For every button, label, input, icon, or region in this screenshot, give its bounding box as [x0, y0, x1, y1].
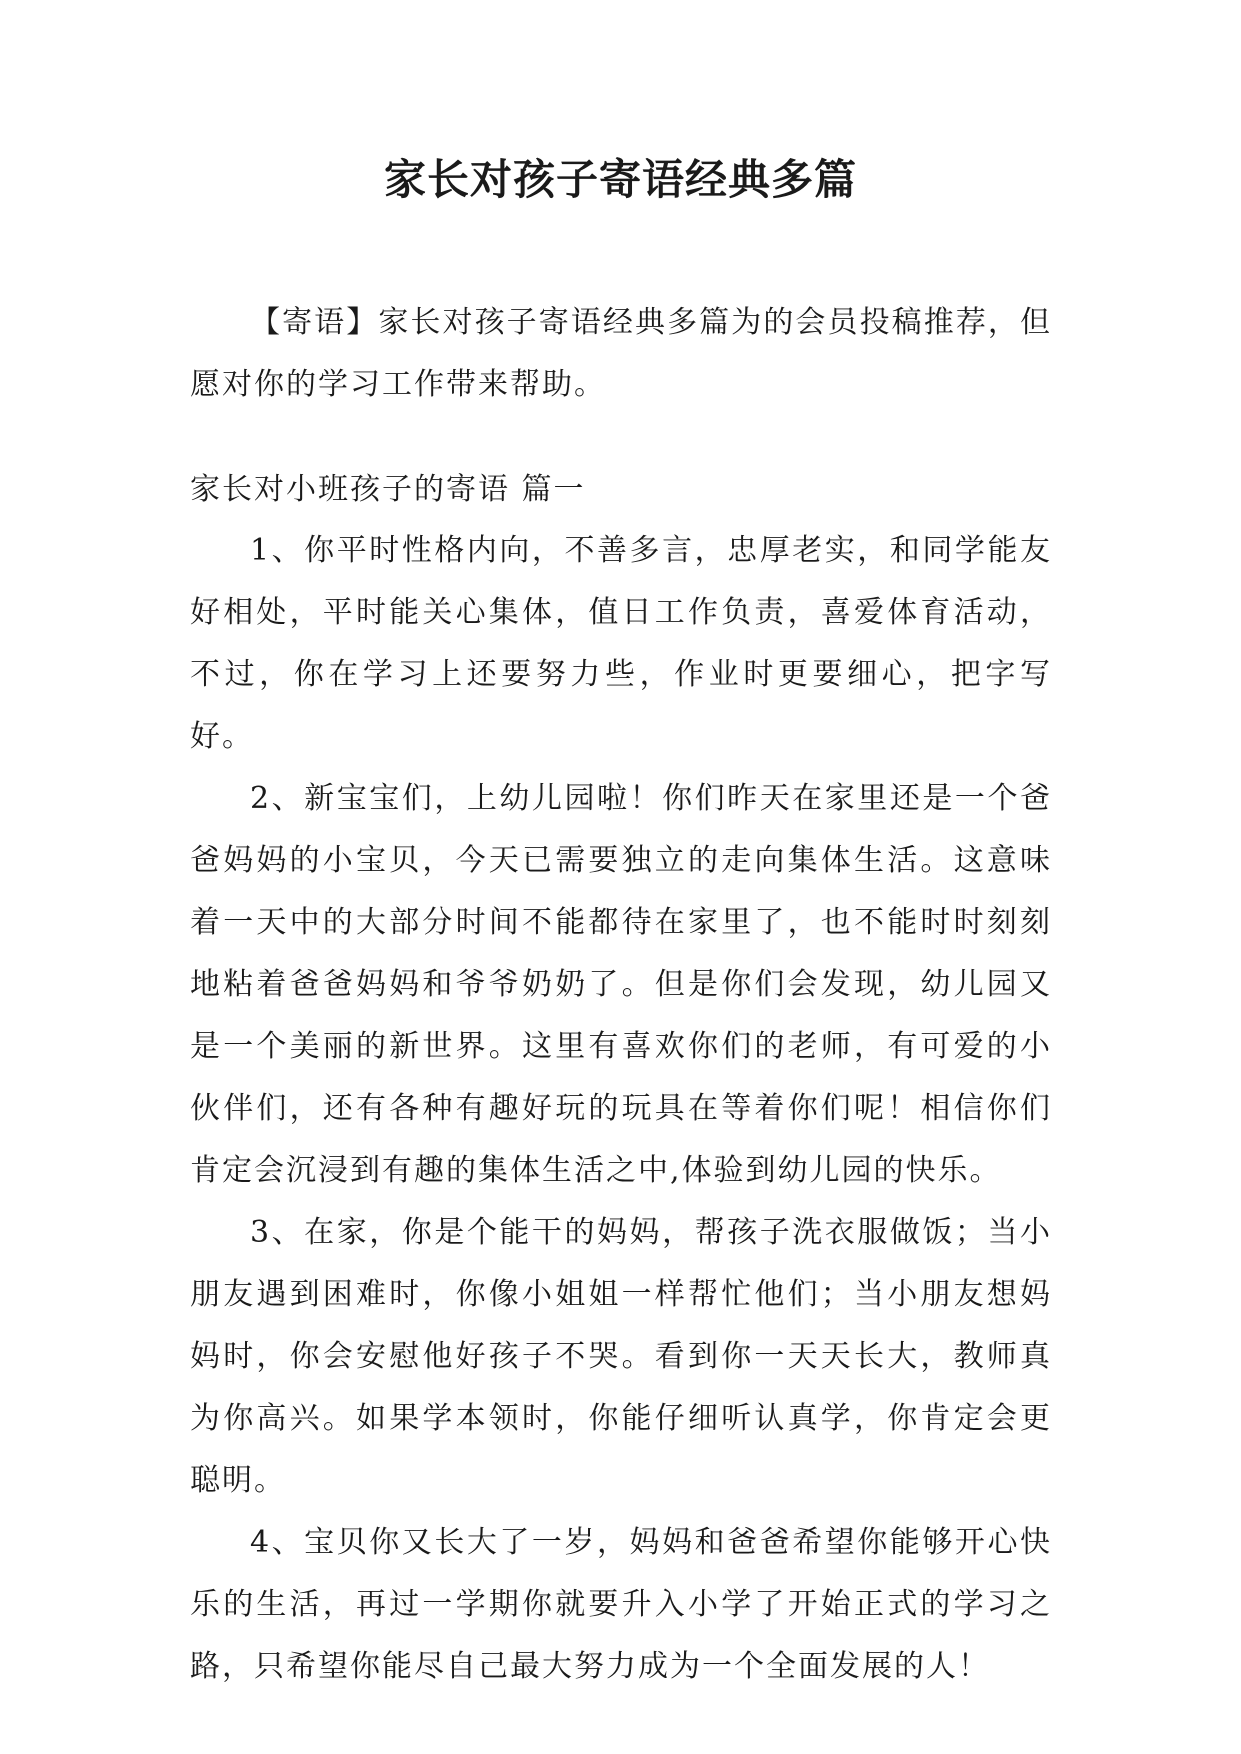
section-heading: 家长对小班孩子的寄语 篇一 — [190, 472, 586, 507]
paragraph-list — [190, 520, 1052, 1698]
intro-paragraph: 【寄语】家长对孩子寄语经典多篇为的会员投稿推荐，但愿对你的学习工作带来帮助。 — [190, 305, 1052, 402]
paragraph-1: 1、你平时性格内向，不善多言，忠厚老实，和同学能友好相处，平时能关心集体，值日工作负责，喜爱体育活动，不过，你在学习上还要努力些，作业时更要细心，把字写好。 — [190, 533, 1052, 754]
paragraph-4: 4、宝贝你又长大了一岁，妈妈和爸爸希望你能够开心快乐的生活，再过一学期你就要升入小学了开始正式的学习之路，只希望你能尽自己最大努力成为一个全面发展的人！ — [190, 1525, 1052, 1684]
paragraph-2: 2、新宝宝们，上幼儿园啦！你们昨天在家里还是一个爸爸妈妈的小宝贝，今天已需要独立的走向集体生活。这意味着一天中的大部分时间不能都待在家里了，也不能时时刻刻地粘着爸爸妈妈和爷爷奶奶了。但是你们会发现，幼儿园又是一个美丽的新世界。这里有喜欢你们的老师，有可爱的小伙伴们，还有各种有趣好玩的玩具在等着你们呢！相信你们肯定会沉浸到有趣的集体生活之中,体验到幼儿园的快乐。 — [190, 781, 1052, 1188]
paragraph-3: 3、在家，你是个能干的妈妈，帮孩子洗衣服做饭；当小朋友遇到困难时，你像小姐姐一样帮忙他们；当小朋友想妈妈时，你会安慰他好孩子不哭。看到你一天天长大，教师真为你高兴。如果学本领时，你能仔细听认真学，你肯定会更聪明。 — [190, 1215, 1052, 1498]
document-title: 家长对孩子寄语经典多篇 — [383, 155, 857, 204]
intro-block — [190, 292, 1052, 416]
